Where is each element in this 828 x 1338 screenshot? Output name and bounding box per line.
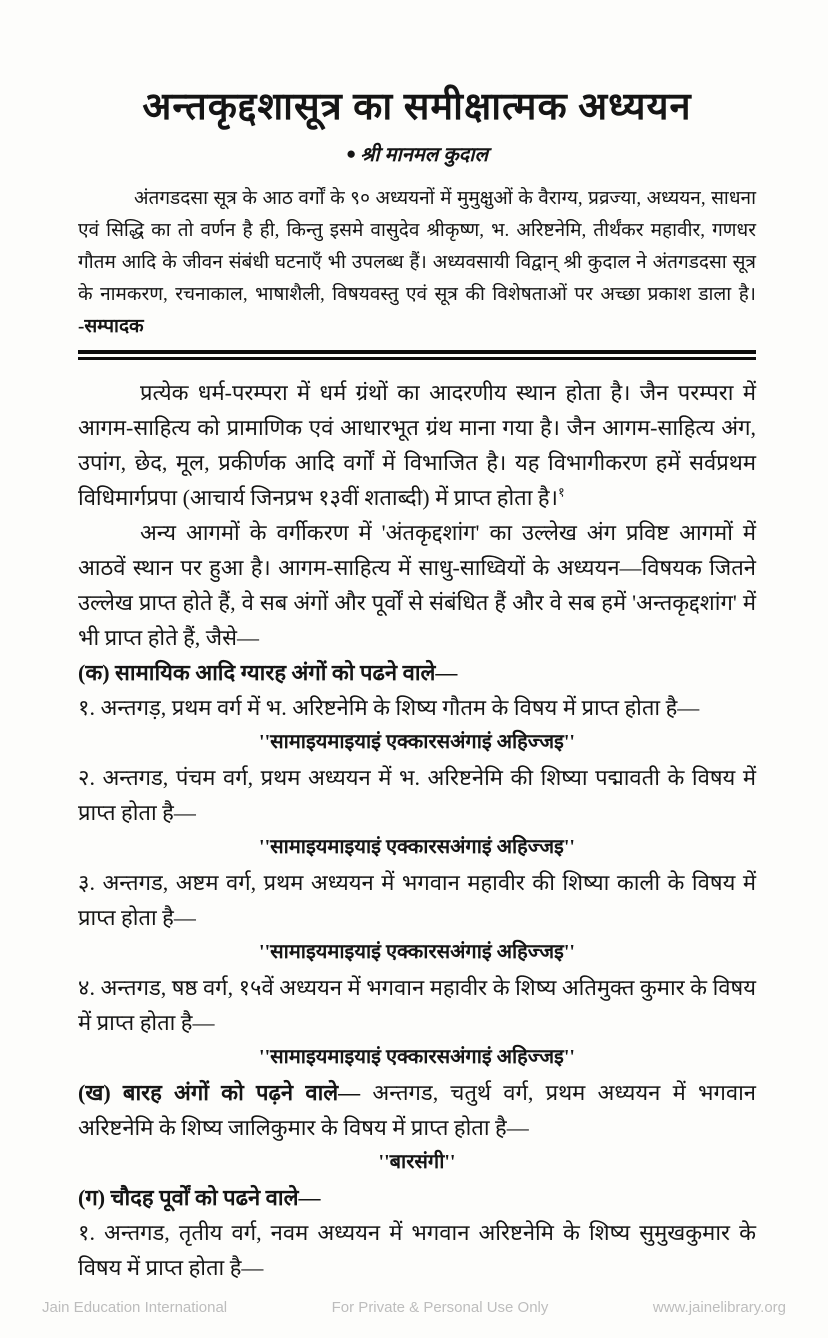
intro-paragraph <box>78 375 756 515</box>
scripture-quote-2: ''सामाइयमाइयाइं एक्कारसअंगाइं अहिज्जइ'' <box>259 836 575 858</box>
author-bullet-icon: ● <box>345 144 357 163</box>
page-content <box>78 84 756 1285</box>
intro-paragraph-text: प्रत्येक धर्म-परम्परा में धर्म ग्रंथों का आदरणीय स्थान होता है। जैन परम्परा में आगम-साहित्य को प्रामाणिक एवं आधारभूत ग्रंथ माना गया है। जैन आगम-साहित्य अंग, उपांग, छेद, मूल, प्रकीर्णक आदि वर्गों में विभाजित है। यह विभागीकरण हमें सर्वप्रथम विधिमार्गप्रपा (आचार्य जिनप्रभ १३वीं शताब्दी) में प्राप्त होता है। <box>78 380 756 510</box>
footnote-marker: १ <box>557 484 565 500</box>
editor-note-paragraph <box>78 183 756 343</box>
footer-publisher: Jain Education International <box>42 1299 228 1316</box>
list-item-3: ३. अन्तगड, अष्टम वर्ग, प्रथम अध्ययन में भगवान महावीर की शिष्या काली के विषय में प्राप्त होता है— <box>78 870 756 930</box>
classification-paragraph: अन्य आगमों के वर्गीकरण में 'अंतकृद्दशांग' का उल्लेख अंग प्रविष्ट आगमों में आठवें स्थान पर हुआ है। आगम-साहित्य में साधु-साध्वियों के अध्ययन—विषयक जितने उल्लेख प्राप्त होते हैं, वे सब अंगों और पूर्वों से संबंधित हैं और वे सब हमें 'अन्तकृद्दशांग' में भी प्राप्त होते हैं, जैसे— <box>78 520 756 650</box>
section-heading-ga: (ग) चौदह पूर्वों को पढने वाले— <box>78 1185 321 1210</box>
scripture-quote-1: ''सामाइयमाइयाइं एक्कारसअंगाइं अहिज्जइ'' <box>259 731 575 753</box>
footer-website: www.jainelibrary.org <box>652 1299 786 1316</box>
section-heading-ka: (क) सामायिक आदि ग्यारह अंगों को पढने वाले— <box>78 660 458 685</box>
scripture-quote-3: ''सामाइयमाइयाइं एक्कारसअंगाइं अहिज्जइ'' <box>259 941 575 963</box>
author-name: श्री मानमल कुदाल <box>360 144 489 166</box>
scripture-quote-5: ''बारसंगी'' <box>378 1151 456 1173</box>
editor-signature: -सम्पादक <box>78 316 144 337</box>
editor-note <box>78 183 756 343</box>
double-rule-divider <box>78 350 756 360</box>
author-line <box>78 140 756 167</box>
list-item-4: ४. अन्तगड, षष्ठ वर्ग, १५वें अध्ययन में भगवान महावीर के शिष्य अतिमुक्त कुमार के विषय में प्राप्त होता है— <box>78 975 756 1035</box>
editor-note-text: अंतगडदसा सूत्र के आठ वर्गों के ९० अध्ययनों में मुमुक्षुओं के वैराग्य, प्रव्रज्या, अध्ययन, साधना एवं सिद्धि का तो वर्णन है ही, किन्तु इसमे वासुदेव श्रीकृष्ण, भ. अरिष्टनेमि, तीर्थंकर महावीर, गणधर गौतम आदि के जीवन संबंधी घटनाएँ भी उपलब्ध हैं। अध्यवसायी विद्वान् श्री कुदाल ने अंतगडदसा सूत्र के नामकरण, रचनाकाल, भाषाशैली, विषयवस्तु एवं सूत्र की विशेषताओं पर अच्छा प्रकाश डाला है। <box>78 188 756 305</box>
section-kha-text: अन्तगड, चतुर्थ वर्ग, प्रथम अध्ययन में भगवान अरिष्टनेमि के शिष्य जालिकुमार के विषय में प्राप्त होता है— <box>78 1080 756 1140</box>
section-kha-paragraph <box>78 1075 756 1145</box>
section-ga-item: १. अन्तगड, तृतीय वर्ग, नवम अध्ययन में भगवान अरिष्टनेमि के शिष्य सुमुखकुमार के विषय में प्राप्त होता है— <box>78 1220 756 1280</box>
list-item-2: २. अन्तगड, पंचम वर्ग, प्रथम अध्ययन में भ. अरिष्टनेमि की शिष्या पद्मावती के विषय में प्राप्त होता है— <box>78 765 756 825</box>
page-title: अन्तकृद्दशासूत्र का समीक्षात्मक अध्ययन <box>142 86 692 128</box>
footer-usage-note: For Private & Personal Use Only <box>331 1299 549 1316</box>
page-footer <box>0 1299 828 1316</box>
section-heading-kha: (ख) बारह अंगों को पढ़ने वाले— <box>78 1080 361 1105</box>
list-item-1: १. अन्तगड़, प्रथम वर्ग में भ. अरिष्टनेमि के शिष्य गौतम के विषय में प्राप्त होता है— <box>78 695 700 720</box>
scripture-quote-4: ''सामाइयमाइयाइं एक्कारसअंगाइं अहिज्जइ'' <box>259 1046 575 1068</box>
article-body <box>78 375 756 1285</box>
